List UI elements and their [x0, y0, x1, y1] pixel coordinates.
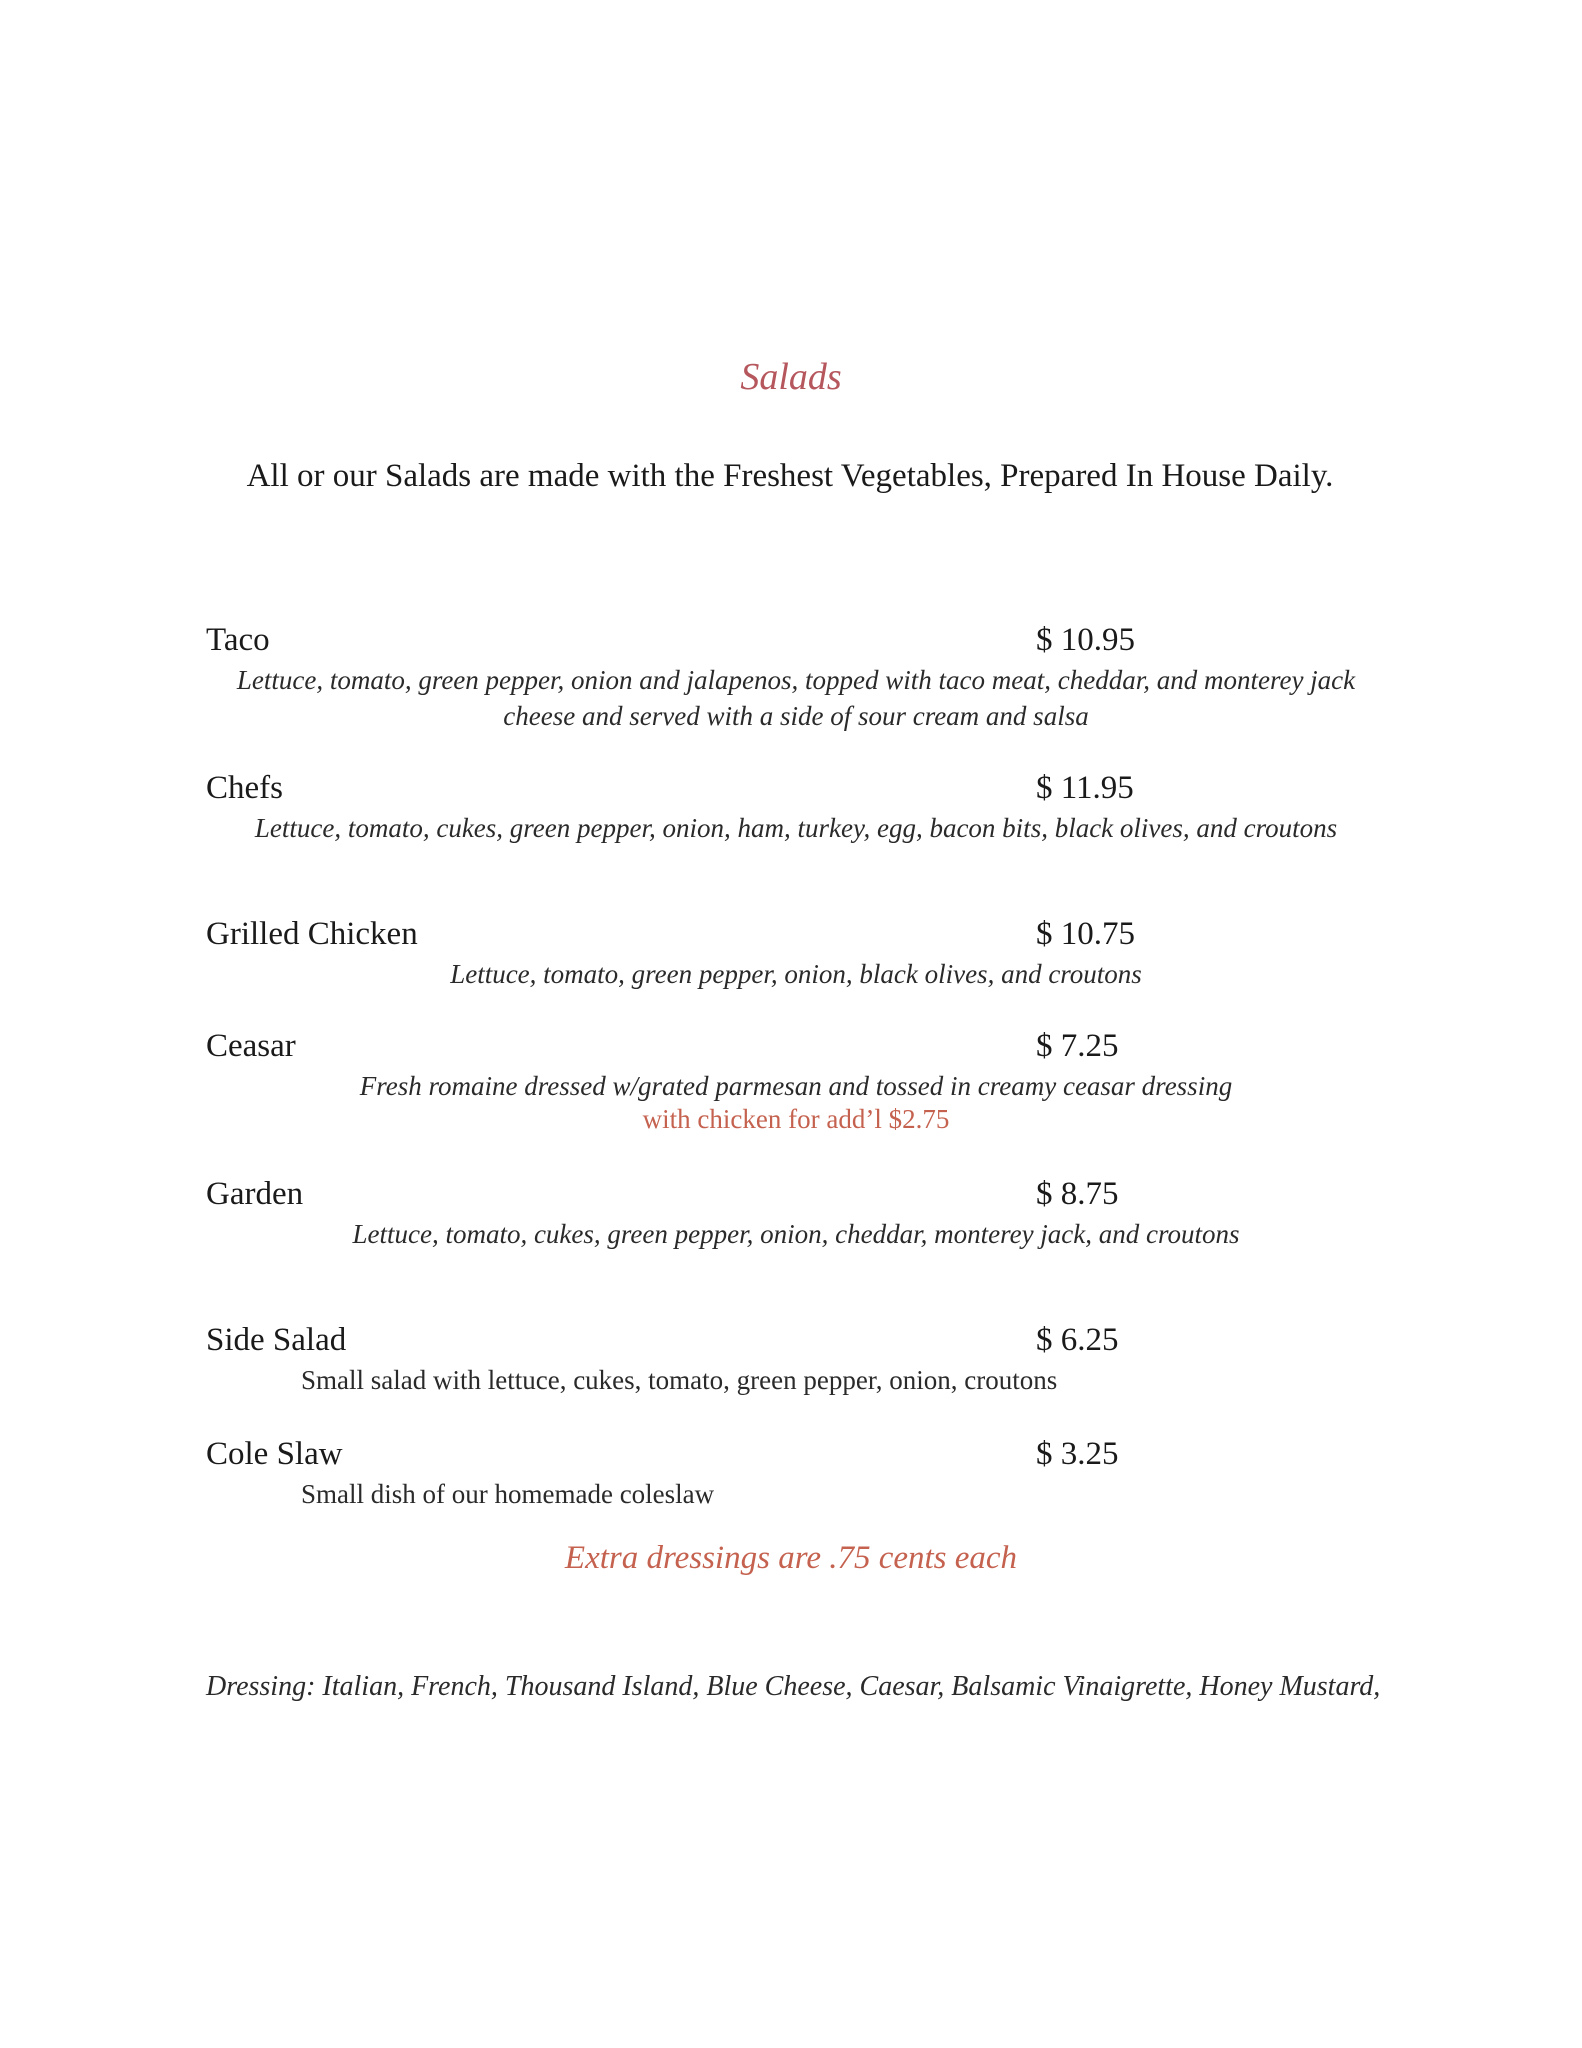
item-description: Small salad with lettuce, cukes, tomato, green pepper, onion, croutons — [301, 1365, 1058, 1395]
item-price: $ 7.25 — [1036, 1028, 1119, 1064]
item-name: Grilled Chicken — [206, 916, 418, 952]
item-description: Lettuce, tomato, cukes, green pepper, onion, ham, turkey, egg, bacon bits, black olives, and croutons — [254, 813, 1338, 843]
item-description: Lettuce, tomato, cukes, green pepper, onion, cheddar, monterey jack, and croutons — [352, 1219, 1240, 1249]
item-addon-note: with chicken for add’l $2.75 — [642, 1104, 950, 1134]
item-price: $ 6.25 — [1036, 1322, 1119, 1358]
item-name: Taco — [206, 622, 270, 658]
item-price: $ 10.95 — [1036, 622, 1135, 658]
page-title: Salads — [740, 356, 842, 398]
item-description: Lettuce, tomato, green pepper, onion and jalapenos, topped with taco meat, cheddar, and monterey jack cheese and served with a side of sour cream and salsa — [236, 665, 1356, 731]
item-price: $ 11.95 — [1036, 770, 1134, 806]
item-name: Garden — [206, 1176, 304, 1212]
item-price: $ 10.75 — [1036, 916, 1135, 952]
item-price: $ 3.25 — [1036, 1436, 1119, 1472]
item-name: Chefs — [206, 770, 283, 806]
item-name: Cole Slaw — [206, 1436, 343, 1472]
item-name: Ceasar — [206, 1028, 296, 1064]
dressing-list: Dressing: Italian, French, Thousand Island, Blue Cheese, Caesar, Balsamic Vinaigrette, Honey Mustard, — [206, 1671, 1381, 1702]
item-price: $ 8.75 — [1036, 1176, 1119, 1212]
extra-dressing-note: Extra dressings are .75 cents each — [564, 1540, 1018, 1576]
menu-intro: All or our Salads are made with the Freshest Vegetables, Prepared In House Daily. — [246, 458, 1334, 494]
item-description: Lettuce, tomato, green pepper, onion, black olives, and croutons — [450, 959, 1142, 989]
item-name: Side Salad — [206, 1322, 347, 1358]
item-description: Fresh romaine dressed w/grated parmesan and tossed in creamy ceasar dressing — [359, 1071, 1233, 1101]
item-description: Small dish of our homemade coleslaw — [301, 1479, 715, 1509]
